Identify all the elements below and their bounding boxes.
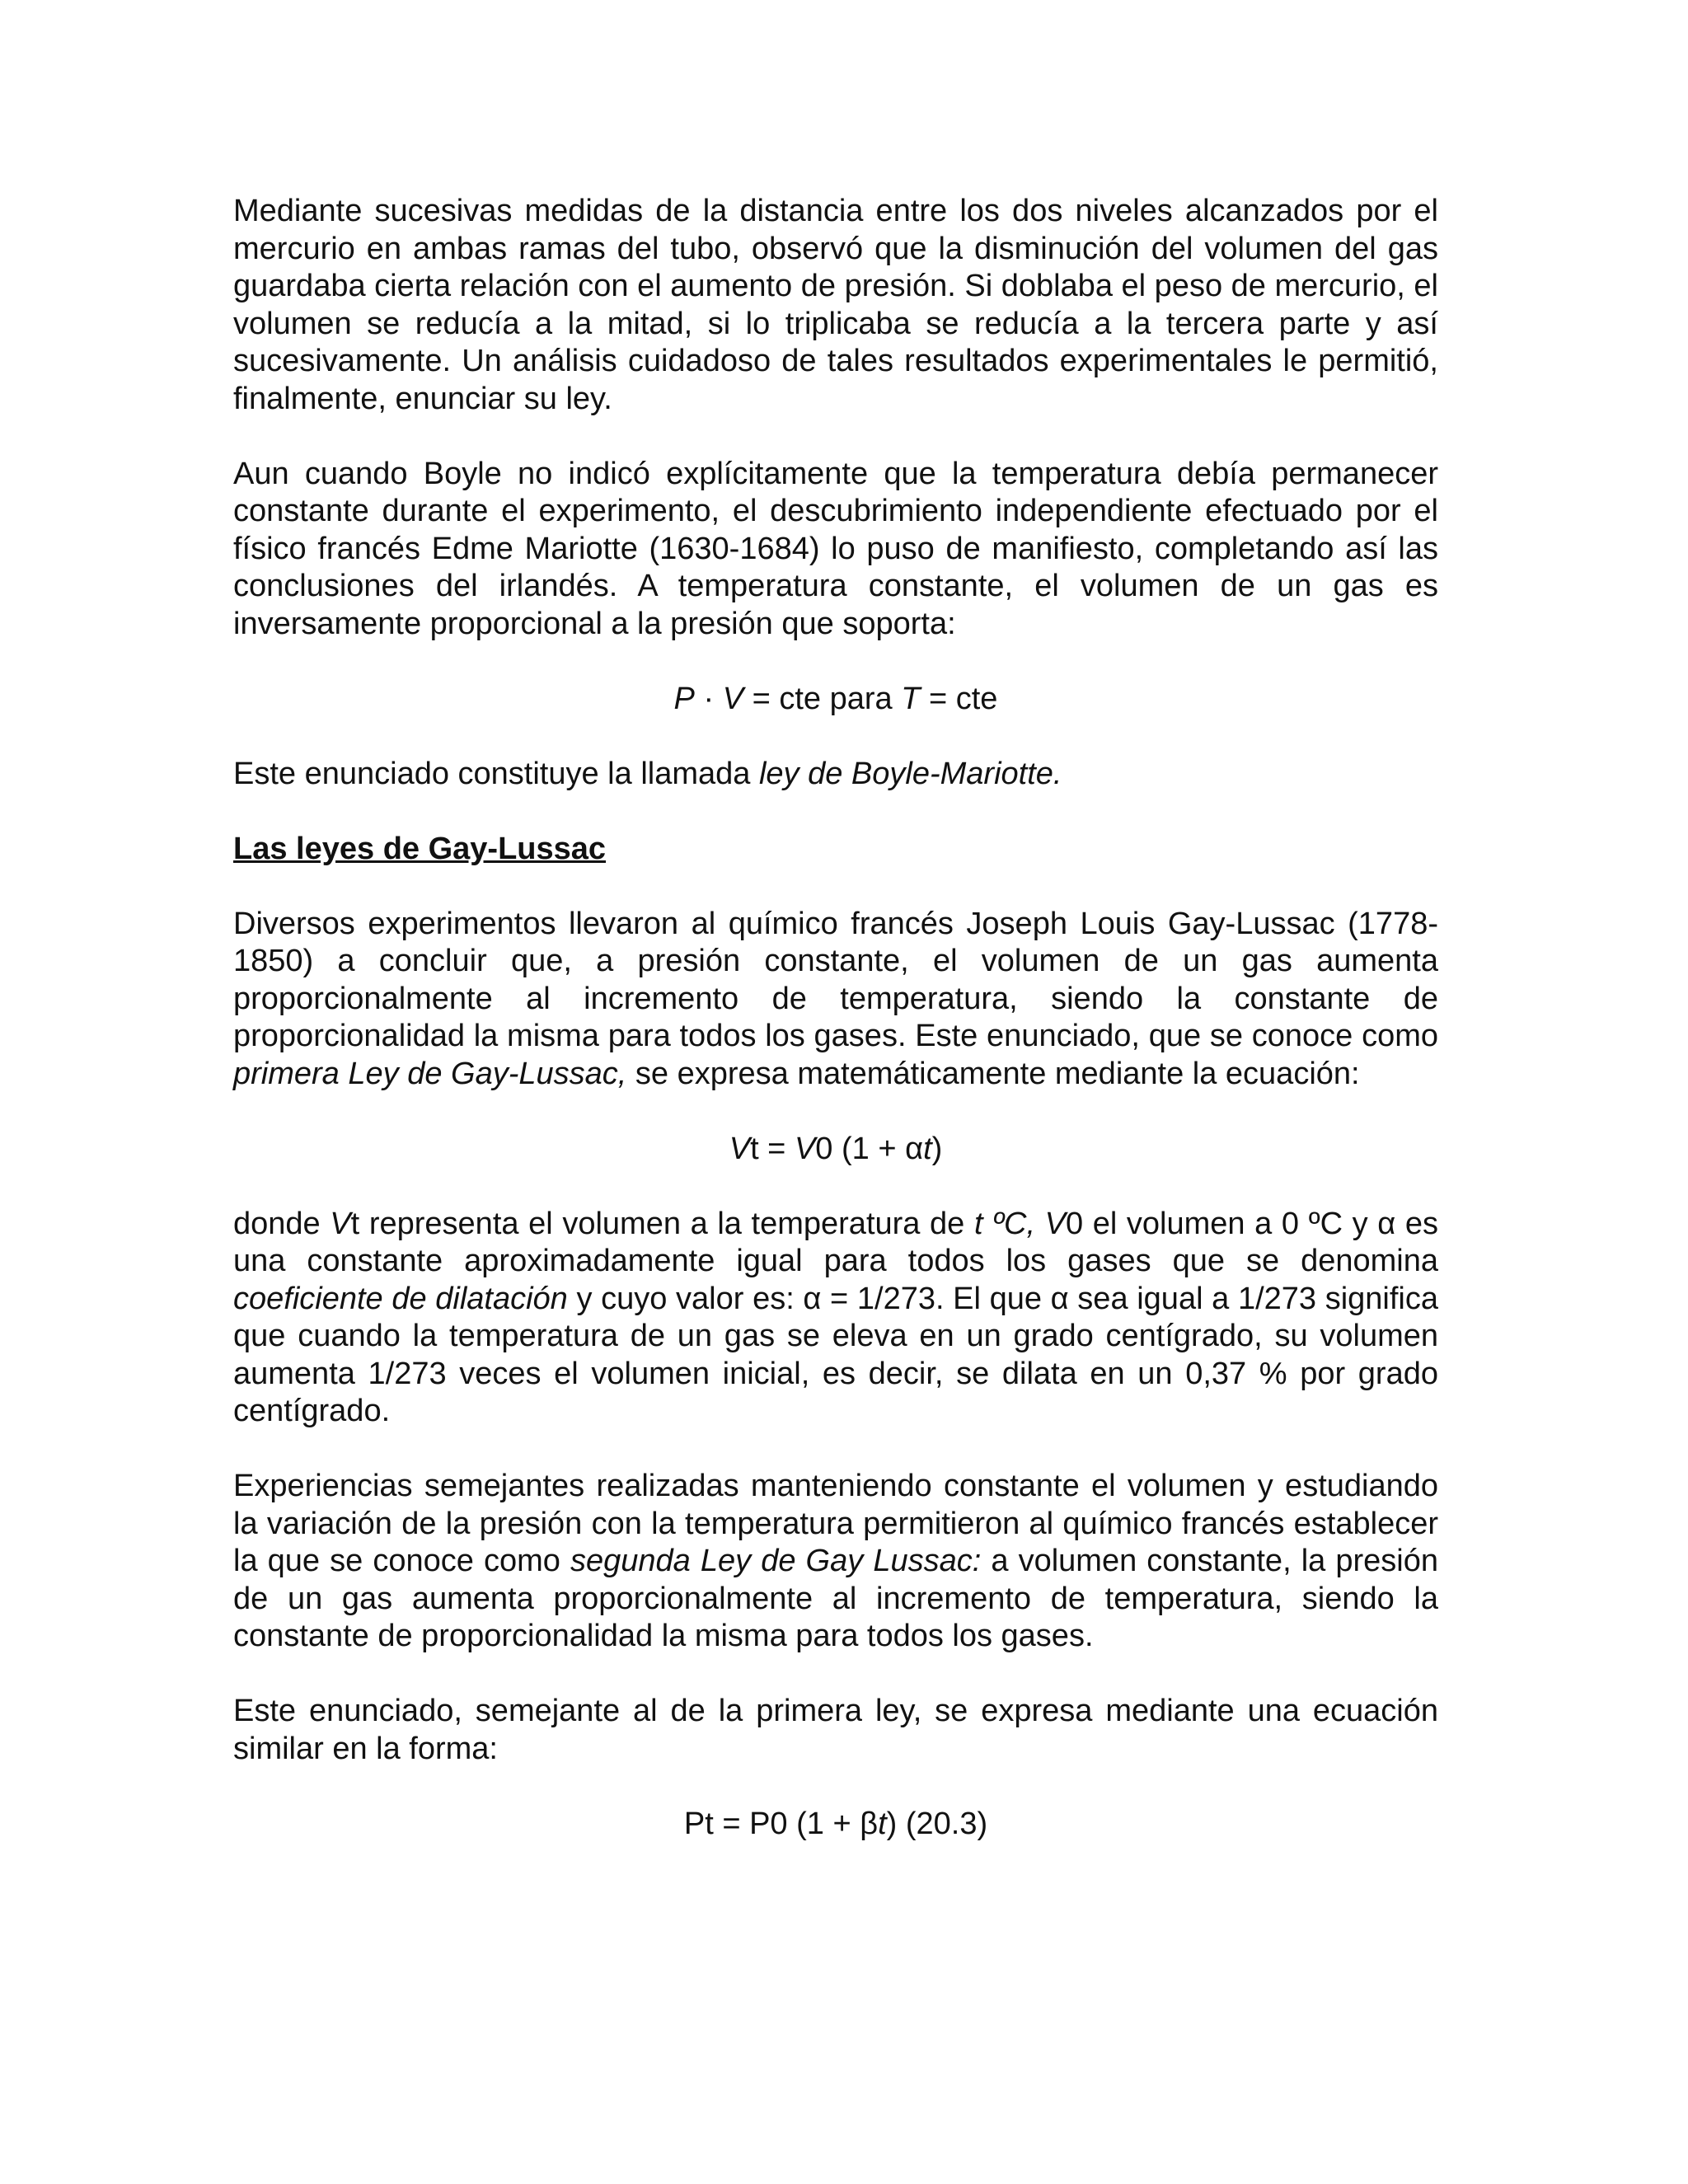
p4-text1: Diversos experimentos llevaron al químico francés Joseph Louis Gay-Lussac (1778-1850) a concluir que, a presión constante, el volumen de un gas aumenta proporcionalmente al incremento de temperatura, siendo la constante de proporcionalidad la misma para todos los gases. Este enunciado, que se conoce como — [233, 906, 1438, 1053]
paragraph-alpha-definition — [233, 1206, 1438, 1431]
p5-b: V — [330, 1206, 351, 1241]
eq3-b: ) (20.3) — [886, 1806, 988, 1841]
p4-text2: se expresa matemáticamente mediante la ecuación: — [626, 1056, 1360, 1091]
document-page — [233, 193, 1438, 1881]
eq1-v: V — [722, 681, 744, 716]
eq2-rest: 0 (1 + α — [815, 1131, 924, 1166]
eq1-t: T — [901, 681, 921, 716]
p5-d: t ºC, V — [973, 1206, 1066, 1241]
paragraph-second-gay-lussac — [233, 1468, 1438, 1656]
eq1-dot: · — [694, 681, 723, 716]
eq3-a: Pt = P0 (1 + β — [683, 1806, 879, 1841]
eq1-mid: = cte para — [743, 681, 902, 716]
eq1-end: = cte — [920, 681, 998, 716]
eq2-v0: V — [794, 1131, 816, 1166]
equation-boyle-mariotte — [233, 681, 1438, 719]
eq1-p: P — [673, 681, 695, 716]
paragraph-boyle-experiment: Mediante sucesivas medidas de la distancia entre los dos niveles alcanzados por el mercurio en ambas ramas del tubo, observó que la disminución del volumen del gas guardaba cierta relación con el aumento de presión. Si doblaba el peso de mercurio, el volumen se reducía a la mitad, si lo triplicaba se reducía a la tercera parte y así sucesivamente. Un análisis cuidadoso de tales resultados experimentales le permitió, finalmente, enunciar su ley. — [233, 194, 1438, 416]
p3-law-name: ley de Boyle-Mariotte. — [758, 756, 1062, 791]
eq2-v: V — [729, 1131, 751, 1166]
equation-first-gay-lussac — [233, 1131, 1438, 1169]
p5-g: y cuyo valor es: α = 1/273. El que α sea igual a 1/273 significa que cuando la temperatura de un gas se eleva en un grado centígrado, su volumen aumenta 1/273 veces el volumen inicial, es decir, se dilata en un 0,37 % por grado centígrado. — [233, 1281, 1438, 1428]
paragraph-law-name — [233, 756, 1438, 794]
paragraph-second-law-equation-intro: Este enunciado, semejante al de la primera ley, se expresa mediante una ecuación similar en la forma: — [233, 1694, 1438, 1766]
eq3-t: t — [878, 1806, 887, 1841]
p6-em: segunda Ley de Gay Lussac: — [570, 1544, 982, 1578]
p6-text1: Experiencias semejantes realizadas manteniendo constante el volumen y estudiando la variación de la presión con la temperatura permitieron al químico francés establecer la que se conoce como — [233, 1469, 1438, 1578]
paragraph-first-gay-lussac — [233, 906, 1438, 1094]
p5-c: t representa el volumen a la temperatura de — [350, 1206, 974, 1241]
eq2-t-sub: t = — [750, 1131, 795, 1166]
p5-e: 0 el volumen a 0 ºC y α es una constante aproximadamente igual para todos los gases que se denomina — [233, 1206, 1438, 1278]
paragraph-mariotte: Aun cuando Boyle no indicó explícitamente que la temperatura debía permanecer constante durante el experimento, el descubrimiento independiente efectuado por el físico francés Edme Mariotte (1630-1684) lo puso de manifiesto, completando así las conclusiones del irlandés. A temperatura constante, el volumen de un gas es inversamente proporcional a la presión que soporta: — [233, 456, 1438, 641]
p4-em: primera Ley de Gay-Lussac, — [233, 1056, 627, 1091]
eq2-t: t — [923, 1131, 932, 1166]
p6-text2: a volumen constante, la presión de un gas aumenta proporcionalmente al incremento de temperatura, siendo la constante de proporcionalidad la misma para todos los gases. — [233, 1544, 1438, 1653]
eq2-close: ) — [931, 1131, 943, 1166]
section-heading: Las leyes de Gay-Lussac — [233, 831, 607, 866]
p5-f: coeficiente de dilatación — [233, 1281, 568, 1316]
p3-text: Este enunciado constituye la llamada — [233, 756, 759, 791]
equation-second-gay-lussac — [233, 1806, 1438, 1844]
p5-a: donde — [233, 1206, 331, 1241]
